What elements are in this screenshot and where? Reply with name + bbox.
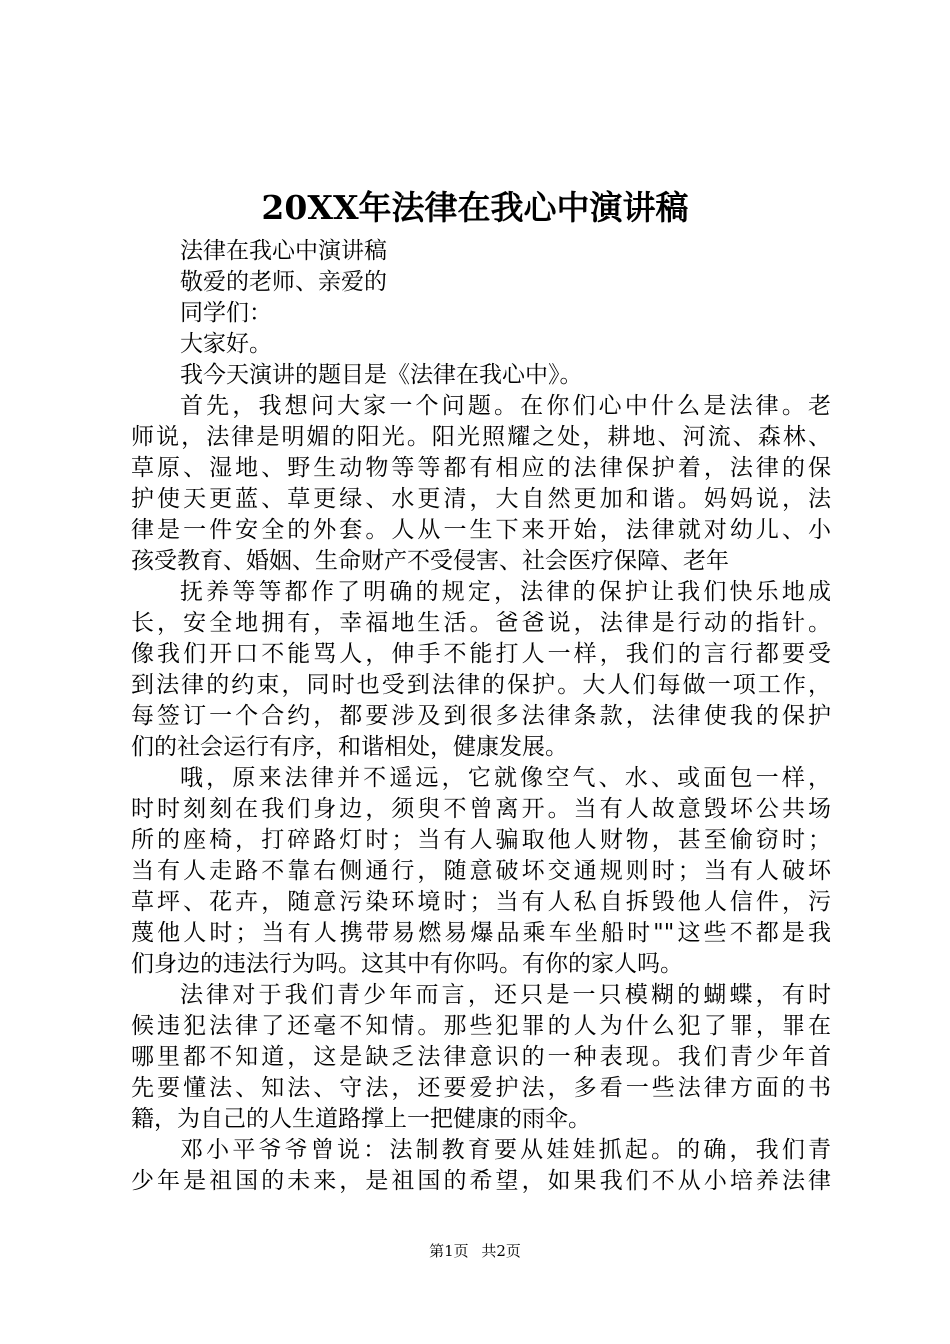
text-line: 们身边的违法行为吗。这其中有你吗。有你的家人吗。 (131, 951, 683, 977)
text-line: 法律对于我们青少年而言，还只是一只模糊的蝴蝶，有时 (180, 982, 831, 1008)
text-line: 长，安全地拥有，幸福地生活。爸爸说，法律是行动的指针。 (131, 610, 831, 636)
text-line: 师说，法律是明媚的阳光。阳光照耀之处，耕地、河流、森林、 (131, 424, 831, 450)
page-number-current: 第1页 (429, 1242, 469, 1260)
text-line: 法律在我心中演讲稿 (180, 238, 387, 264)
text-line: 草原、湿地、野生动物等等都有相应的法律保护着，法律的保 (131, 455, 831, 481)
text-line: 像我们开口不能骂人，伸手不能打人一样，我们的言行都要受 (131, 641, 831, 667)
text-line: 时时刻刻在我们身边，须臾不曾离开。当有人故意毁坏公共场 (131, 796, 831, 822)
page-footer (0, 1241, 950, 1261)
text-line: 籍，为自己的人生道路撑上一把健康的雨伞。 (131, 1106, 591, 1132)
text-line: 同学们： (180, 300, 272, 326)
document-body (131, 236, 831, 1197)
text-line: 蔑他人时；当有人携带易燃易爆品乘车坐船时""这些不都是我 (131, 920, 831, 946)
text-line: 当有人走路不靠右侧通行，随意破坏交通规则时；当有人破坏 (131, 858, 831, 884)
text-line: 到法律的约束，同时也受到法律的保护。大人们每做一项工作， (131, 672, 831, 698)
text-line: 孩受教育、婚姻、生命财产不受侵害、社会医疗保障、老年 (131, 548, 729, 574)
text-line: 每签订一个合约，都要涉及到很多法律条款，法律使我的保护 (131, 703, 831, 729)
text-line: 所的座椅，打碎路灯时；当有人骗取他人财物，甚至偷窃时； (131, 827, 831, 853)
document-title: 20XX年法律在我心中演讲稿 (261, 188, 689, 227)
text-line: 邓小平爷爷曾说：法制教育要从娃娃抓起。的确，我们青 (180, 1137, 831, 1163)
page-number-total: 共2页 (481, 1242, 521, 1260)
text-line: 抚养等等都作了明确的规定，法律的保护让我们快乐地成 (180, 579, 831, 605)
text-line: 哪里都不知道，这是缺乏法律意识的一种表现。我们青少年首 (131, 1044, 831, 1070)
text-line: 少年是祖国的未来，是祖国的希望，如果我们不从小培养法律 (131, 1168, 831, 1194)
text-line: 护使天更蓝、草更绿、水更清，大自然更加和谐。妈妈说，法 (131, 486, 831, 512)
text-line: 律是一件安全的外套。人从一生下来开始，法律就对幼儿、小 (131, 517, 831, 543)
text-line: 先要懂法、知法、守法，还要爱护法，多看一些法律方面的书 (131, 1075, 831, 1101)
text-line: 们的社会运行有序，和谐相处，健康发展。 (131, 734, 568, 760)
text-line: 哦，原来法律并不遥远，它就像空气、水、或面包一样， (180, 765, 831, 791)
text-line: 我今天演讲的题目是《法律在我心中》。 (180, 362, 583, 388)
text-line: 候违犯法律了还毫不知情。那些犯罪的人为什么犯了罪，罪在 (131, 1013, 831, 1039)
text-line: 首先，我想问大家一个问题。在你们心中什么是法律。老 (180, 393, 831, 419)
text-line: 草坪、花卉，随意污染环境时；当有人私自拆毁他人信件，污 (131, 889, 831, 915)
text-line: 敬爱的老师、亲爱的 (180, 269, 387, 295)
text-line: 大家好。 (180, 331, 272, 357)
